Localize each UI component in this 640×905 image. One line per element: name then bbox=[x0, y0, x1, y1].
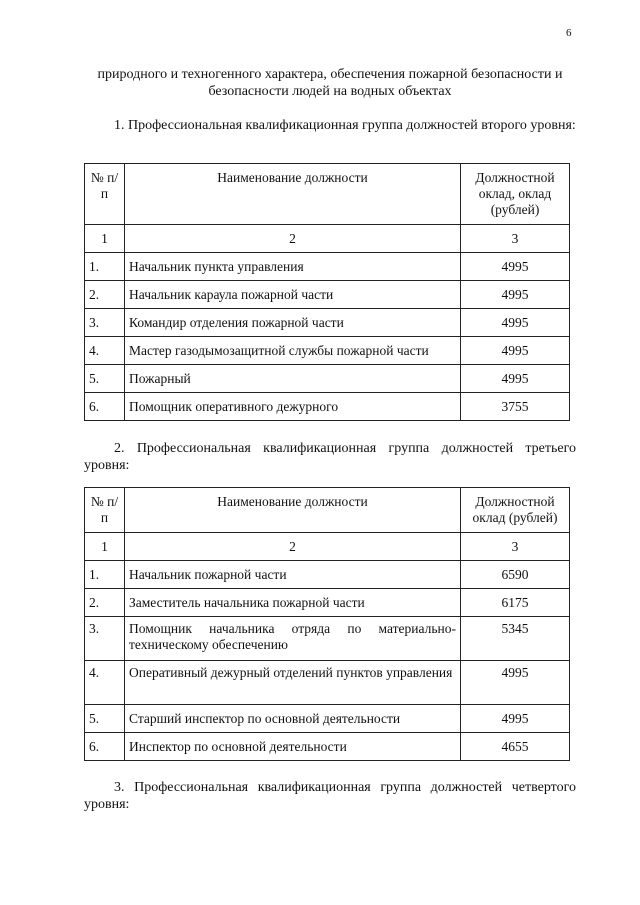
col-header-number: № п/п bbox=[85, 488, 125, 533]
salary-value: 6590 bbox=[461, 561, 570, 589]
salary-value: 4995 bbox=[461, 705, 570, 733]
salary-value: 4995 bbox=[461, 661, 570, 705]
position-name: Командир отделения пожарной части bbox=[125, 309, 461, 337]
row-number: 2. bbox=[85, 281, 125, 309]
position-name: Мастер газодымозащитной службы пожарной части bbox=[125, 337, 461, 365]
row-number: 5. bbox=[85, 365, 125, 393]
index-cell: 2 bbox=[125, 225, 461, 253]
col-header-salary: Должностной оклад (рублей) bbox=[461, 488, 570, 533]
salary-value: 4995 bbox=[461, 253, 570, 281]
table-header-row bbox=[85, 488, 570, 533]
table-row bbox=[85, 309, 570, 337]
position-name: Начальник караула пожарной части bbox=[125, 281, 461, 309]
table-row bbox=[85, 561, 570, 589]
table-row bbox=[85, 281, 570, 309]
table-row bbox=[85, 393, 570, 421]
position-name: Помощник начальника отряда по материально-техническому обеспечению bbox=[125, 617, 461, 661]
position-name: Пожарный bbox=[125, 365, 461, 393]
position-name: Начальник пункта управления bbox=[125, 253, 461, 281]
table-row bbox=[85, 617, 570, 661]
page-number: 6 bbox=[566, 27, 572, 39]
table-row bbox=[85, 705, 570, 733]
table-index-row bbox=[85, 533, 570, 561]
row-number: 6. bbox=[85, 393, 125, 421]
salary-value: 4995 bbox=[461, 309, 570, 337]
row-number: 2. bbox=[85, 589, 125, 617]
salary-value: 3755 bbox=[461, 393, 570, 421]
salary-value: 4995 bbox=[461, 281, 570, 309]
salary-value: 4655 bbox=[461, 733, 570, 761]
position-name: Заместитель начальника пожарной части bbox=[125, 589, 461, 617]
index-cell: 2 bbox=[125, 533, 461, 561]
position-name: Оперативный дежурный отделений пунктов управления bbox=[125, 661, 461, 705]
col-header-position: Наименование должности bbox=[125, 488, 461, 533]
salary-value: 4995 bbox=[461, 337, 570, 365]
table-index-row bbox=[85, 225, 570, 253]
index-cell: 1 bbox=[85, 225, 125, 253]
section-2-heading: 2. Профессиональная квалификационная группа должностей третьего уровня: bbox=[84, 441, 576, 473]
row-number: 4. bbox=[85, 661, 125, 705]
position-name: Инспектор по основной деятельности bbox=[125, 733, 461, 761]
col-header-number: № п/п bbox=[85, 164, 125, 225]
row-number: 1. bbox=[85, 253, 125, 281]
table-row bbox=[85, 661, 570, 705]
table-row bbox=[85, 365, 570, 393]
position-name: Начальник пожарной части bbox=[125, 561, 461, 589]
section-3-heading: 3. Профессиональная квалификационная группа должностей четвертого уровня: bbox=[84, 780, 576, 812]
position-name: Помощник оперативного дежурного bbox=[125, 393, 461, 421]
row-number: 3. bbox=[85, 309, 125, 337]
index-cell: 3 bbox=[461, 533, 570, 561]
intro-text: природного и техногенного характера, обеспечения пожарной безопасности и безопасности людей на водных объектах bbox=[97, 67, 563, 99]
salary-value: 6175 bbox=[461, 589, 570, 617]
row-number: 4. bbox=[85, 337, 125, 365]
index-cell: 3 bbox=[461, 225, 570, 253]
col-header-salary: Должностной оклад, оклад (рублей) bbox=[461, 164, 570, 225]
table-header-row bbox=[85, 164, 570, 225]
salary-value: 4995 bbox=[461, 365, 570, 393]
row-number: 3. bbox=[85, 617, 125, 661]
salary-value: 5345 bbox=[461, 617, 570, 661]
table-row bbox=[85, 733, 570, 761]
table-row bbox=[85, 253, 570, 281]
table-level-2 bbox=[84, 163, 570, 421]
position-name: Старший инспектор по основной деятельности bbox=[125, 705, 461, 733]
index-cell: 1 bbox=[85, 533, 125, 561]
row-number: 5. bbox=[85, 705, 125, 733]
row-number: 6. bbox=[85, 733, 125, 761]
table-level-3 bbox=[84, 487, 570, 761]
section-1-heading: 1. Профессиональная квалификационная группа должностей второго уровня: bbox=[114, 118, 576, 133]
table-row bbox=[85, 589, 570, 617]
table-row bbox=[85, 337, 570, 365]
row-number: 1. bbox=[85, 561, 125, 589]
col-header-position: Наименование должности bbox=[125, 164, 461, 225]
